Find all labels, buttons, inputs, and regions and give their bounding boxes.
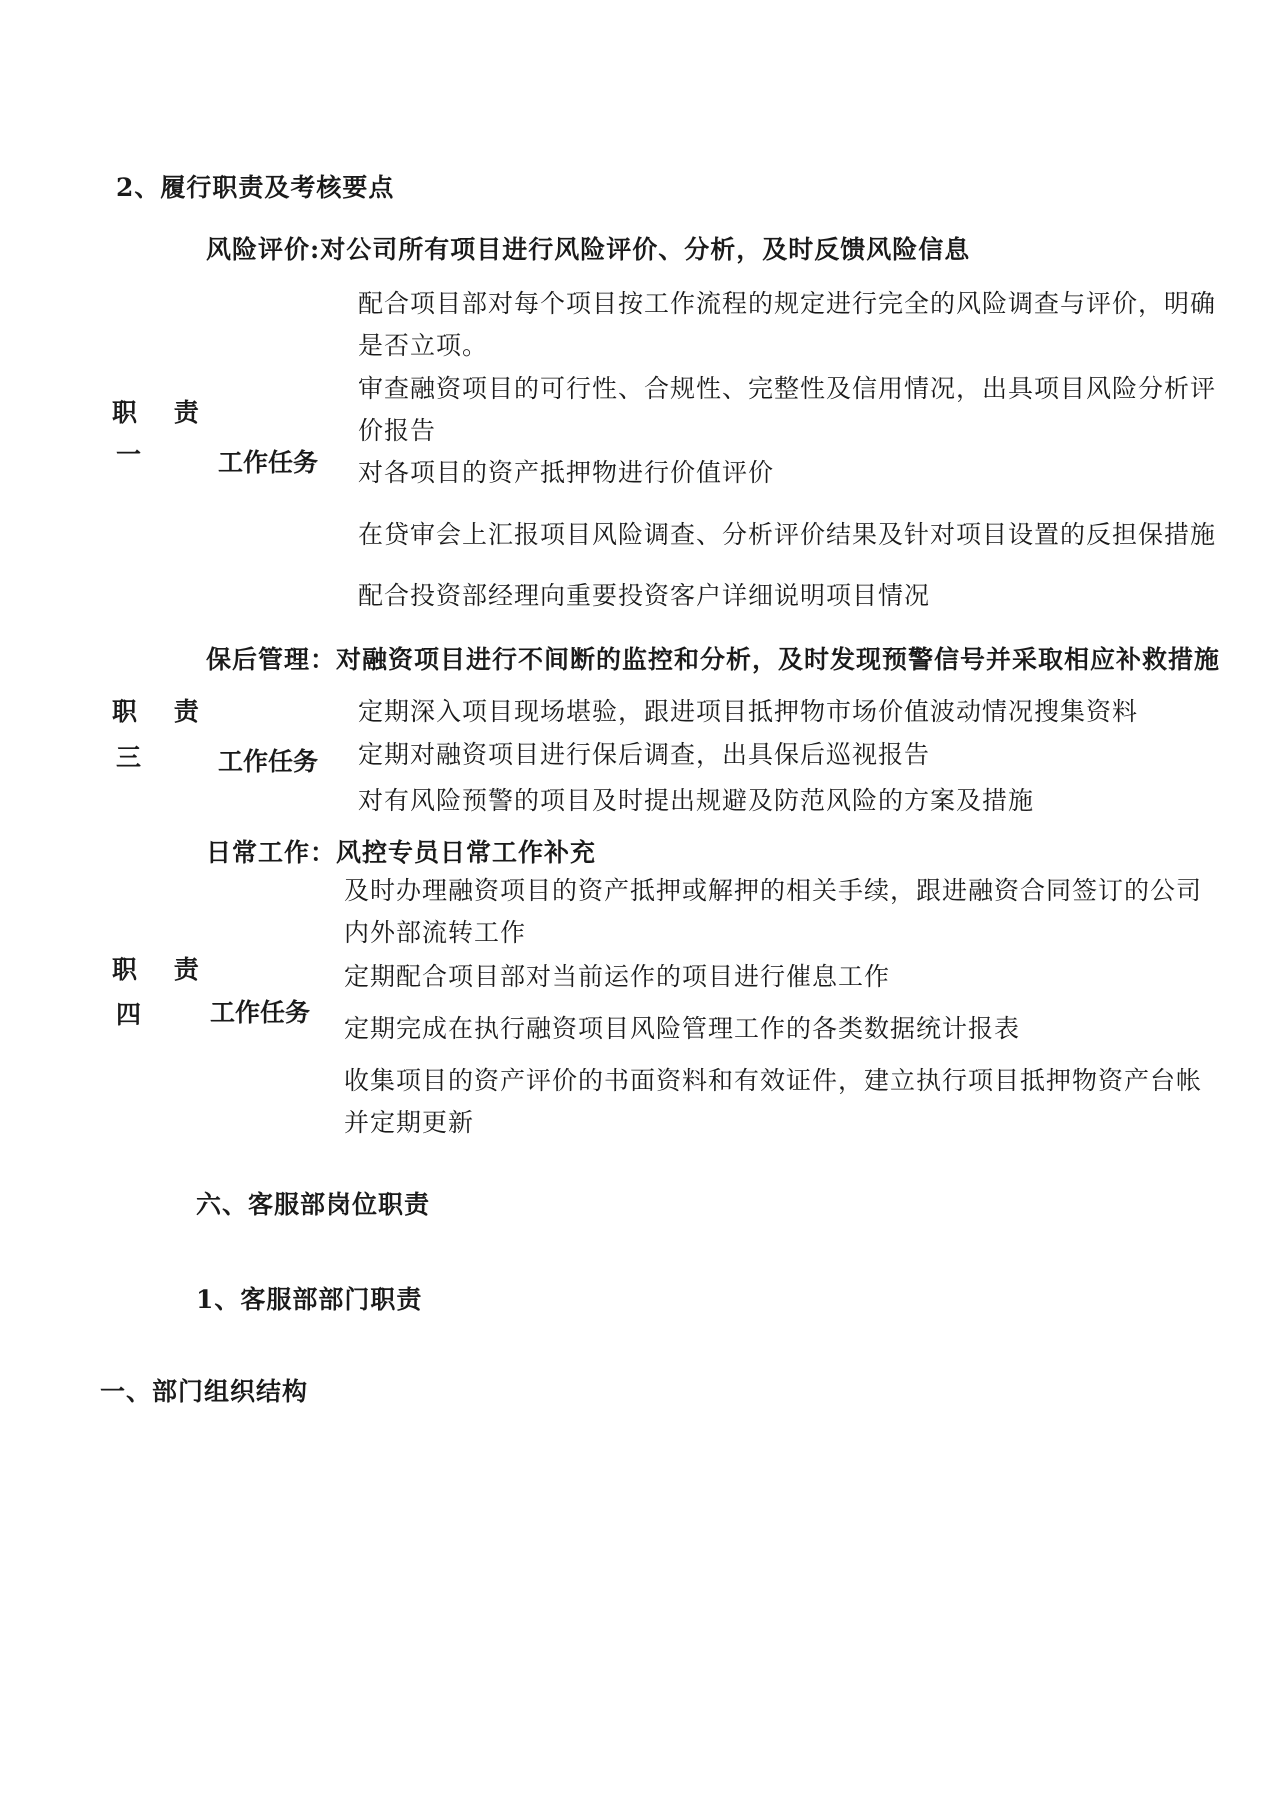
duty1-task-line: 是否立项。 — [358, 331, 489, 360]
duty3-task-line: 定期深入项目现场堪验，跟进项目抵押物市场价值波动情况搜集资料 — [358, 697, 1139, 726]
duty1-task-line: 对各项目的资产抵押物进行价值评价 — [358, 458, 775, 487]
duty3-task-label: 工作任务 — [218, 747, 319, 776]
duty4-label: 职 责 — [112, 955, 213, 984]
org-structure-title: 一、部门组织结构 — [100, 1377, 309, 1406]
duty4-task-line: 定期配合项目部对当前运作的项目进行催息工作 — [344, 962, 891, 991]
section6-subtitle: 1、客服部部门职责 — [196, 1285, 423, 1314]
duty4-task-line: 及时办理融资项目的资产抵押或解押的相关手续，跟进融资合同签订的公司 — [344, 876, 1203, 905]
duty3-task-line: 对有风险预警的项目及时提出规避及防范风险的方案及措施 — [358, 786, 1035, 815]
duty1-task-line: 配合投资部经理向重要投资客户详细说明项目情况 — [358, 581, 931, 610]
duty4-task-label: 工作任务 — [210, 998, 311, 1027]
duty3-label: 职 责 — [112, 697, 213, 726]
duty3-header: 保后管理：对融资项目进行不间断的监控和分析，及时发现预警信号并采取相应补救措施 — [206, 645, 1221, 674]
duty1-task-line: 配合项目部对每个项目按工作流程的规定进行完全的风险调查与评价，明确 — [358, 289, 1217, 318]
duty1-task-line: 在贷审会上汇报项目风险调查、分析评价结果及针对项目设置的反担保措施 — [358, 520, 1217, 549]
duty4-header: 日常工作：风控专员日常工作补充 — [206, 838, 597, 867]
duty4-task-line: 收集项目的资产评价的书面资料和有效证件，建立执行项目抵押物资产台帐 — [344, 1066, 1203, 1095]
duty3-label-number: 三 — [116, 743, 142, 772]
section6-title: 六、客服部岗位职责 — [196, 1190, 431, 1219]
duty1-task-line: 价报告 — [358, 416, 437, 445]
duty4-task-line: 定期完成在执行融资项目风险管理工作的各类数据统计报表 — [344, 1014, 1021, 1043]
duty1-task-label: 工作任务 — [218, 448, 319, 477]
duty1-task-line: 审查融资项目的可行性、合规性、完整性及信用情况，出具项目风险分析评 — [358, 374, 1217, 403]
duty4-task-line: 并定期更新 — [344, 1108, 475, 1137]
duty3-task-line: 定期对融资项目进行保后调查，出具保后巡视报告 — [358, 740, 931, 769]
duty1-label-number: 一 — [116, 440, 142, 469]
duty4-task-line: 内外部流转工作 — [344, 918, 527, 947]
duty1-header: 风险评价:对公司所有项目进行风险评价、分析，及时反馈风险信息 — [206, 235, 971, 264]
duty4-label-number: 四 — [116, 1000, 142, 1029]
duty1-label: 职 责 — [112, 398, 213, 427]
section-title: 2、履行职责及考核要点 — [116, 173, 395, 202]
